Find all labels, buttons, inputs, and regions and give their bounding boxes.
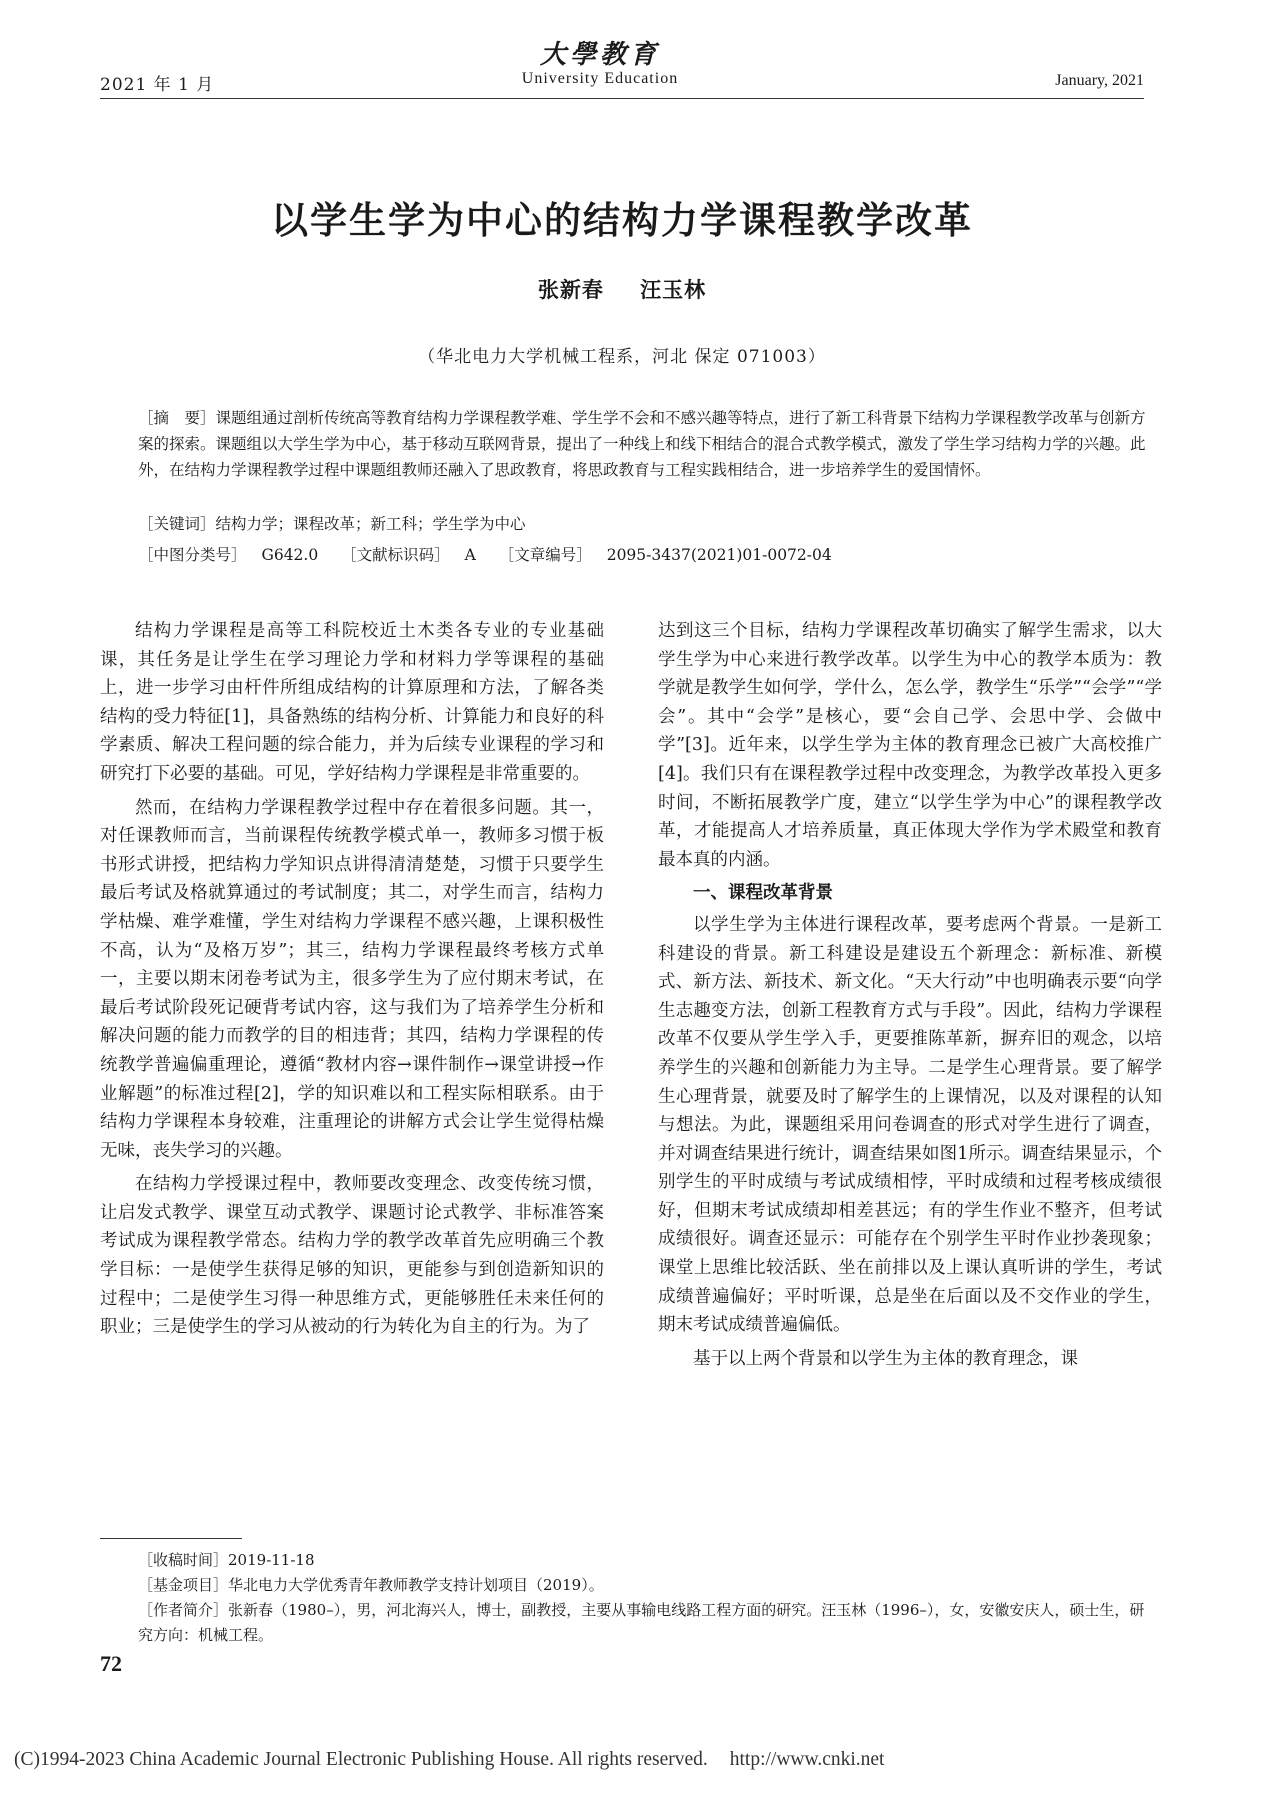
received-value: 2019-11-18 xyxy=(228,1551,315,1569)
fund-value: 华北电力大学优秀青年教师教学支持计划项目（2019）。 xyxy=(228,1576,604,1594)
keywords-text: 结构力学；课程改革；新工科；学生学为中心 xyxy=(215,515,526,533)
article-no-value: 2095-3437(2021)01-0072-04 xyxy=(606,546,832,564)
abstract xyxy=(138,405,1150,483)
page-number: 72 xyxy=(100,1651,122,1676)
body-paragraph: 基于以上两个背景和以学生为主体的教育理念，课 xyxy=(693,1348,1078,1369)
footnote-received xyxy=(138,1548,1150,1573)
clc-value: G642.0 xyxy=(261,546,319,564)
abstract-text: 课题组通过剖析传统高等教育结构力学课程教学难、学生学不会和不感兴趣等特点，进行了新工科背景下结构力学课程教学改革与创新方案的探索。课题组以大学生学为中心，基于移动互联网背景，提出了一种线上和线下相结合的混合式教学模式，激发了学生学习结构力学的兴趣。此外，在结构力学课程教学过程中课题组教师还融入了思政教育，将思政教育与工程实践相结合，进一步培养学生的爱国情怀。 xyxy=(138,409,1146,479)
author-value: 张新春（1980–），男，河北海兴人，博士，副教授，主要从事输电线路工程方面的研究。汪玉林（1996–），女，安徽安庆人，硕士生，研究方向：机械工程。 xyxy=(138,1601,1145,1644)
article-title: 以学生学为中心的结构力学课程教学改革 xyxy=(271,199,973,242)
copyright-footer xyxy=(14,1749,884,1771)
journal-logo-cn: 大學教育 xyxy=(539,40,660,70)
abstract-label: ［摘 要］ xyxy=(138,409,216,427)
fund-label: ［基金项目］ xyxy=(138,1576,229,1594)
article-no-label: ［文章编号］ xyxy=(498,546,592,564)
footnote-fund xyxy=(138,1573,1150,1598)
header-date-en: January, 2021 xyxy=(1055,72,1144,89)
body-left-column xyxy=(100,617,604,1347)
received-label: ［收稿时间］ xyxy=(138,1551,229,1569)
body-paragraph: 在结构力学授课过程中，教师要改变理念、改变传统习惯，让启发式教学、课堂互动式教学、课题讨论式教学、非标准答案考试成为课程教学常态。结构力学的教学改革首先应明确三个教学目标：一是使学生获得足够的知识，更能参与到创造新知识的过程中；二是使学生习得一种思维方式，更能够胜任未来任何的职业；三是使学生的学习从被动的行为转化为自主的行为。为了 xyxy=(100,1174,604,1338)
footnotes xyxy=(138,1548,1150,1648)
article-affiliation: （华北电力大学机械工程系，河北 保定 071003） xyxy=(418,347,826,367)
body-paragraph-continued: 达到这三个目标，结构力学课程改革切确实了解学生需求，以大学生学为中心来进行教学改革。以学生为中心的教学本质为：教学就是教学生如何学，学什么，怎么学，教学生“乐学”“会学”“学会”。其中“会学”是核心，要“会自己学、会思中学、会做中学”[3]。近年来，以学生学为主体的教育理念已被广大高校推广[4]。我们只有在课程教学过程中改变理念，为教学改革投入更多时间，不断拓展教学广度，建立“以学生学为中心”的课程教学改革，才能提高人才培养质量，真正体现大学作为学术殿堂和教育最本真的内涵。 xyxy=(658,621,1162,870)
body-paragraph: 结构力学课程是高等工科院校近土木类各专业的专业基础课，其任务是让学生在学习理论力学和材料力学等课程的基础上，进一步学习由杆件所组成结构的计算原理和方法，了解各类结构的受力特征[1]，具备熟练的结构分析、计算能力和良好的科学素质、解决工程问题的综合能力，并为后续专业课程的学习和研究打下必要的基础。可见，学好结构力学课程是非常重要的。 xyxy=(100,621,604,784)
header-date-cn: 2021 年 1 月 xyxy=(100,75,215,95)
doc-code-value: A xyxy=(464,546,476,564)
footnote-divider xyxy=(100,1538,242,1539)
author-label: ［作者简介］ xyxy=(138,1601,229,1619)
article-authors: 张新春 汪玉林 xyxy=(537,278,707,302)
footnote-author xyxy=(138,1598,1150,1648)
classification-line xyxy=(138,543,832,565)
section-heading: 一、课程改革背景 xyxy=(693,883,833,904)
body-paragraph: 然而，在结构力学课程教学过程中存在着很多问题。其一，对任课教师而言，当前课程传统教学模式单一，教师多习惯于板书形式讲授，把结构力学知识点讲得清清楚楚，习惯于只要学生最后考试及格就算通过的考试制度；其二，对学生而言，结构力学枯燥、难学难懂，学生对结构力学课程不感兴趣，上课积极性不高，认为“及格万岁”；其三，结构力学课程最终考核方式单一，主要以期末闭卷考试为主，很多学生为了应付期末考试，在最后考试阶段死记硬背考试内容，这与我们为了培养学生分析和解决问题的能力而教学的目的相违背；其四，结构力学课程的传统教学普遍偏重理论，遵循“教材内容→课件制作→课堂讲授→作业解题”的标准过程[2]，学的知识难以和工程实际相联系。由于结构力学课程本身较难，注重理论的讲解方式会让学生觉得枯燥无味，丧失学习的兴趣。 xyxy=(100,797,604,1161)
body-right-column xyxy=(658,617,1162,1378)
cnki-link[interactable]: http://www.cnki.net xyxy=(729,1749,885,1770)
keywords-label: ［关键词］ xyxy=(138,515,216,533)
keywords-line xyxy=(138,512,526,534)
clc-label: ［中图分类号］ xyxy=(138,546,247,564)
copyright-text: (C)1994-2023 China Academic Journal Electronic Publishing House. All rights reserved. xyxy=(14,1749,708,1770)
doc-code-label: ［文献标识码］ xyxy=(341,546,450,564)
journal-name-en: University Education xyxy=(521,70,679,87)
body-paragraph: 以学生学为主体进行课程改革，要考虑两个背景。一是新工科建设的背景。新工科建设是建设五个新理念：新标准、新模式、新方法、新技术、新文化。“天大行动”中也明确表示要“向学生志趣变方法，创新工程教育方式与手段”。因此，结构力学课程改革不仅要从学生学入手，更要推陈革新，摒弃旧的观念，以培养学生的兴趣和创新能力为主导。二是学生心理背景。要了解学生心理背景，就要及时了解学生的上课情况，以及对课程的认知与想法。为此，课题组采用问卷调查的形式对学生进行了调查，并对调查结果进行统计，调查结果如图1所示。调查结果显示，个别学生的平时成绩与考试成绩相悖，平时成绩和过程考核成绩很好，但期末考试成绩却相差甚远；有的学生作业不整齐，但考试成绩很好。调查还显示：可能存在个别学生平时作业抄袭现象；课堂上思维比较活跃、坐在前排以及上课认真听讲的学生，考试成绩普遍偏好；平时听课，总是坐在后面以及不交作业的学生，期末考试成绩普遍偏低。 xyxy=(658,914,1162,1336)
header-divider xyxy=(100,98,1144,99)
